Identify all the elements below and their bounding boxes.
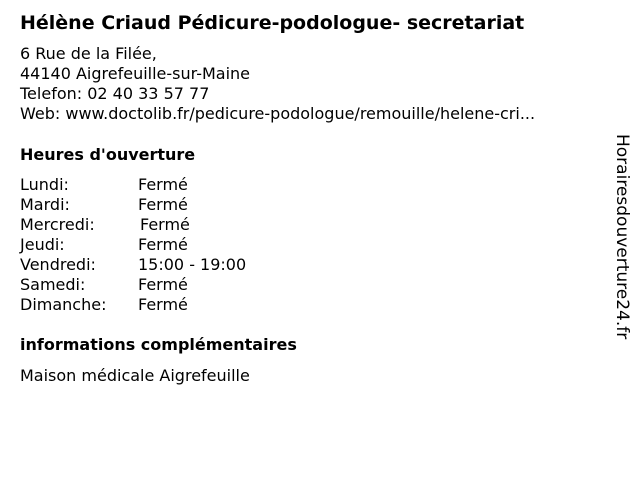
day-label: Vendredi: [20,255,96,274]
contact-block [20,44,535,124]
hours-row-thursday [20,235,246,255]
day-hours: Fermé [138,175,188,194]
day-label: Lundi: [20,175,69,194]
phone-number: Telefon: 02 40 33 57 77 [20,84,210,103]
hours-row-tuesday [20,195,246,215]
day-label: Mardi: [20,195,70,214]
hours-row-saturday [20,275,246,295]
day-hours: Fermé [140,215,190,234]
additional-info-heading: informations complémentaires [20,335,297,354]
opening-hours-list [20,175,246,315]
day-hours: Fermé [138,235,188,254]
hours-row-wednesday [20,215,246,235]
day-label: Jeudi: [20,235,65,254]
additional-info-text: Maison médicale Aigrefeuille [20,366,250,385]
hours-row-friday [20,255,246,275]
address-street: 6 Rue de la Filée, [20,44,157,63]
hours-row-sunday [20,295,246,315]
day-label: Samedi: [20,275,86,294]
page-title: Hélène Criaud Pédicure-podologue- secretariat [20,12,525,34]
address-city: 44140 Aigrefeuille-sur-Maine [20,64,251,83]
day-hours: 15:00 - 19:00 [138,255,247,274]
day-hours: Fermé [138,295,188,314]
day-hours: Fermé [138,275,188,294]
day-label: Mercredi: [20,215,95,234]
day-label: Dimanche: [20,295,107,314]
website-link[interactable]: Web: www.doctolib.fr/pedicure-podologue/remouille/helene-cri... [20,104,536,123]
day-hours: Fermé [138,195,188,214]
hours-row-monday [20,175,246,195]
site-watermark: Horairesdouverture24.fr [612,134,632,340]
hours-heading: Heures d'ouverture [20,145,196,164]
